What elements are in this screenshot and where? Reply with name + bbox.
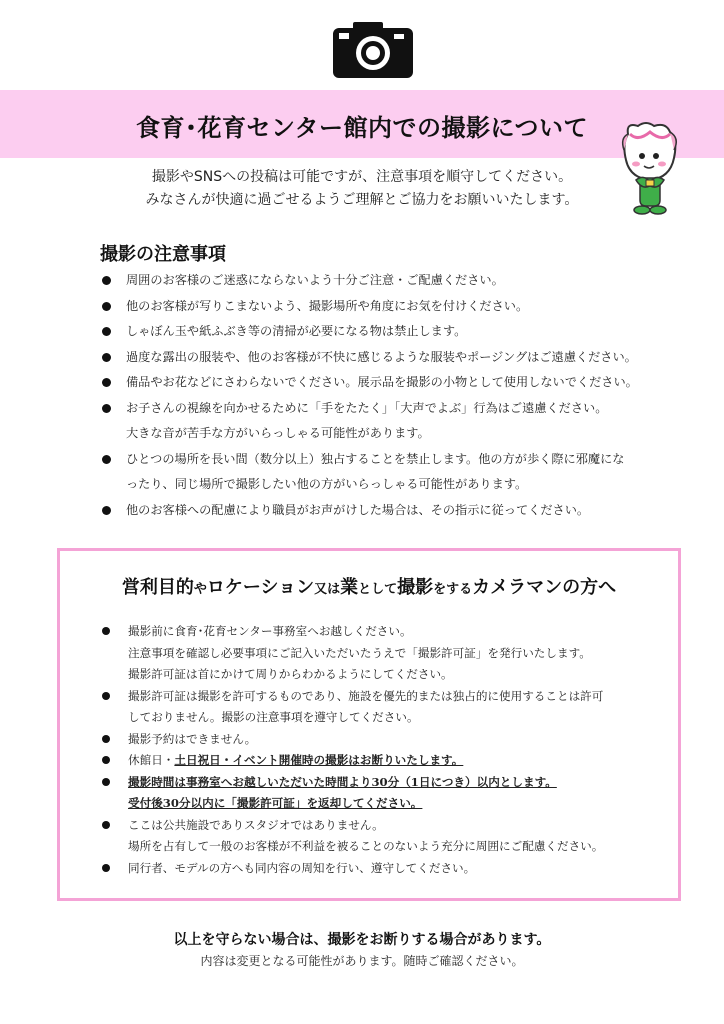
item-line: 他のお客様が写りこまないよう、撮影場所や角度にお気を付けください。 [126,298,529,313]
list-item [102,686,662,729]
title-part: カメラマンの方へ [472,577,617,598]
item-line: 場所を占有して一般のお客様が不利益を被ることのないよう充分に周囲にご配慮ください。 [128,839,604,853]
item-line: 同行者、モデルの方へも同内容の周知を行い、遵守してください。 [128,860,476,875]
item-line: 過度な露出の服装や、他のお客様が不快に感じるような服装やポージングはご遠慮ください。 [126,349,637,364]
list-item [100,370,670,396]
footer-note: 内容は変更となる可能性があります。随時ご確認ください。 [200,954,524,968]
title-part: や [193,582,207,597]
professional-title [60,573,678,599]
list-item [100,294,670,320]
page-title: 食育･花育センター館内での撮影について [135,114,589,142]
title-part: として [358,582,398,597]
item-line: 備品やお花などにさわらないでください。展示品を撮影の小物として使用しないでください。 [126,375,638,389]
list-item [100,345,670,371]
item-prefix: 休館日・ [128,753,175,767]
title-part: 業 [340,577,359,598]
notes-list [100,268,670,523]
item-line: お子さんの視線を向かせるために「手をたたく」「大声でよぶ」行為はご遠慮ください。 [126,400,608,415]
list-item [100,268,670,294]
list-item [100,447,670,498]
list-item [102,858,662,880]
item-line: 注意事項を確認し必要事項にご記入いただいたうえで「撮影許可証」を発行いたします。 [128,645,591,660]
list-item [102,729,662,751]
professional-notice-box [57,548,681,901]
list-item [100,396,670,447]
list-item [102,621,662,686]
list-item [100,498,670,524]
camera-icon [333,22,413,78]
item-line: 撮影許可証は首にかけて周りからわかるようにしてください。 [128,667,453,681]
item-emphasis: 土日祝日・イベント開催時の撮影はお断りいたします。 [174,753,464,767]
title-part: ロケーション [206,577,315,598]
list-item [102,772,662,815]
footer-warning: 以上を守らない場合は、撮影をお断りする場合があります。 [173,932,551,948]
intro-text [0,166,724,212]
item-line: 撮影許可証は撮影を許可するものであり、施設を優先的または独占的に使用することは許可 [128,688,604,703]
item-line: しゃぼん玉や紙ふぶき等の清掃が必要になる物は禁止します。 [126,324,467,338]
title-part: をする [433,582,473,597]
item-emphasis: 受付後30分以内に「撮影許可証」を返却してください。 [128,796,423,810]
item-line: ここは公共施設でありスタジオではありません。 [128,817,384,832]
item-line: 周囲のお客様のご迷惑にならないよう十分ご注意・ご配慮ください。 [126,273,504,287]
item-line [128,750,662,772]
item-line: ったり、同じ場所で撮影したい他の方がいらっしゃる可能性があります。 [126,477,528,491]
intro-line: 撮影やSNSへの投稿は可能ですが、注意事項を順守してください。 [151,169,573,185]
item-line: 他のお客様への配慮により職員がお声がけした場合は、その指示に従ってください。 [126,502,590,517]
list-item [102,750,662,772]
list-item [100,319,670,345]
item-emphasis: 撮影時間は事務室へお越しいただいた時間より30分（1日につき）以内とします。 [128,774,557,789]
title-banner [0,90,724,158]
intro-line: みなさんが快適に過ごせるようご理解とご協力をお願いいたします。 [145,192,579,208]
item-line: ひとつの場所を長い間（数分以上）独占することを禁止します。他の方が歩く際に邪魔にな [126,451,625,466]
item-line: 撮影予約はできません。 [128,731,257,746]
list-item [102,815,662,858]
title-part: 撮影 [397,577,434,598]
professional-list [102,621,662,879]
item-line: 大きな音が苦手な方がいらっしゃる可能性があります。 [126,426,430,440]
title-part: 又は [314,582,341,597]
title-part: 営利目的 [121,577,194,598]
notes-heading: 撮影の注意事項 [100,244,226,265]
item-line: 撮影前に食育･花育センター事務室へお越しください。 [128,624,412,638]
item-line: しておりません。撮影の注意事項を遵守してください。 [128,710,419,724]
